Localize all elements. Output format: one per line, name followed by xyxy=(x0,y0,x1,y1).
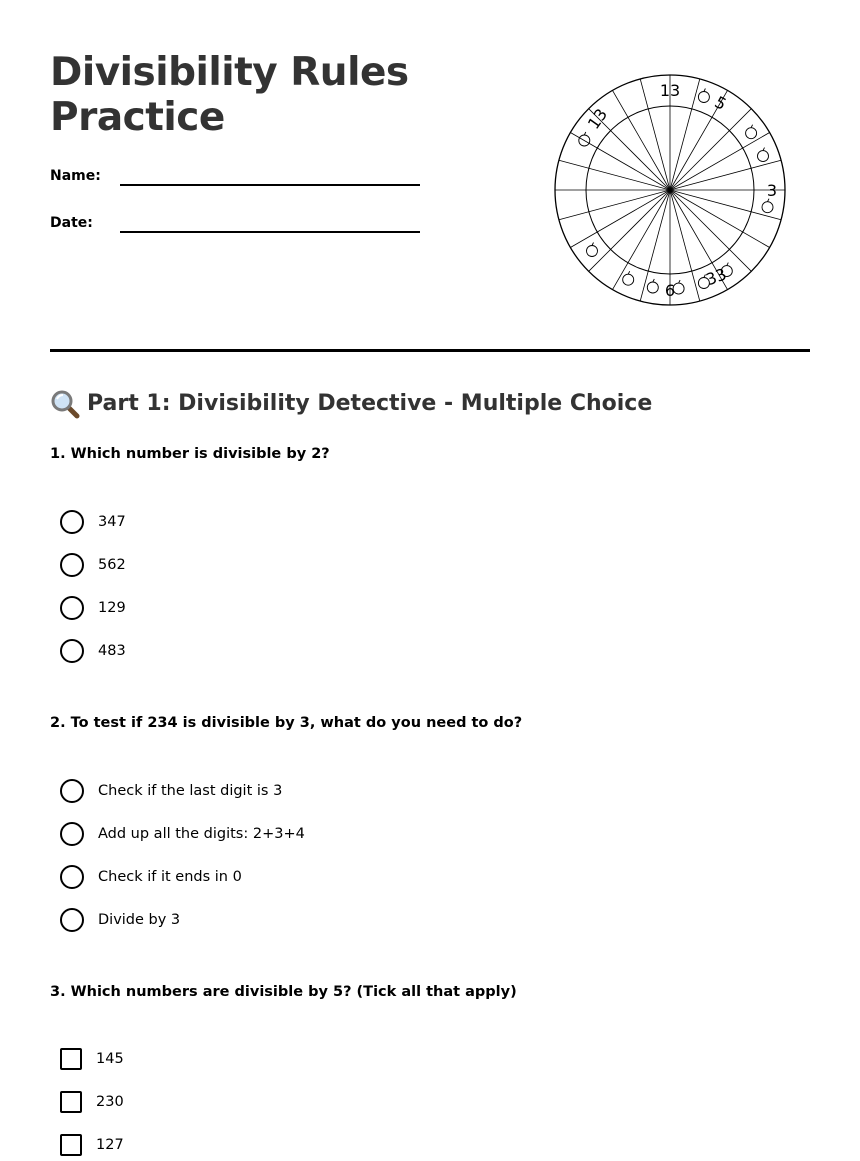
checkbox[interactable] xyxy=(60,1134,82,1156)
wheel-spoke xyxy=(670,190,770,248)
radio-button[interactable] xyxy=(60,865,84,889)
date-label: Date: xyxy=(50,215,93,231)
option-label: 230 xyxy=(96,1094,124,1110)
option-label: 483 xyxy=(98,643,126,659)
wheel-spoke xyxy=(613,190,671,290)
wheel-fruit-stem xyxy=(679,280,681,283)
q2-option-2[interactable] xyxy=(60,821,305,847)
q1-option-3[interactable] xyxy=(60,595,126,621)
wheel-fruit-icon xyxy=(623,274,634,285)
wheel-spoke xyxy=(670,190,751,271)
wheel-fruit-icon xyxy=(698,92,709,103)
wheel-spoke xyxy=(670,190,781,220)
q2-option-1[interactable] xyxy=(60,778,282,804)
option-label: 145 xyxy=(96,1051,124,1067)
name-line[interactable] xyxy=(120,184,420,186)
question-1: 1. Which number is divisible by 2? xyxy=(50,446,330,462)
wheel-fruit-stem xyxy=(727,263,729,266)
title-line-1: Divisibility Rules xyxy=(50,50,409,95)
wheel-number-bottom: 6 xyxy=(664,281,676,300)
wheel-fruit-icon xyxy=(647,282,658,293)
wheel-fruit-stem xyxy=(704,89,706,92)
date-line[interactable] xyxy=(120,231,420,233)
wheel-number-top: 13 xyxy=(659,81,681,100)
wheel-spoke xyxy=(670,160,781,190)
option-label: Divide by 3 xyxy=(98,912,181,928)
wheel-fruit-icon xyxy=(758,151,769,162)
question-2: 2. To test if 234 is divisible by 3, what do you need to do? xyxy=(50,715,523,731)
wheel-number-top-left: 13 xyxy=(583,105,612,133)
radio-button[interactable] xyxy=(60,779,84,803)
wheel-fruit-stem xyxy=(751,125,753,128)
number-wheel-image xyxy=(552,72,788,308)
radio-button[interactable] xyxy=(60,908,84,932)
wheel-fruit-stem xyxy=(763,148,765,151)
q3-option-2[interactable] xyxy=(60,1089,124,1115)
wheel-spoke xyxy=(613,90,671,190)
title-line-2: Practice xyxy=(50,95,225,140)
magnifying-glass-icon xyxy=(50,389,80,419)
q1-option-1[interactable] xyxy=(60,509,126,535)
wheel-spoke xyxy=(570,190,670,248)
option-label: 562 xyxy=(98,557,126,573)
option-label: Check if the last digit is 3 xyxy=(98,783,283,799)
option-label: Check if it ends in 0 xyxy=(98,869,242,885)
wheel-spoke xyxy=(570,133,670,191)
wheel-spoke xyxy=(559,160,670,190)
wheel-spoke xyxy=(559,190,670,220)
checkbox[interactable] xyxy=(60,1091,82,1113)
wheel-fruit-stem xyxy=(592,243,594,246)
worksheet-title xyxy=(50,50,409,140)
wheel-number-top-right: 5 xyxy=(711,92,730,114)
wheel-spoke xyxy=(670,109,751,190)
part1-title xyxy=(50,389,652,419)
q3-option-3[interactable] xyxy=(60,1132,124,1158)
radio-button[interactable] xyxy=(60,822,84,846)
name-label: Name: xyxy=(50,168,101,184)
radio-button[interactable] xyxy=(60,553,84,577)
checkbox[interactable] xyxy=(60,1048,82,1070)
q2-option-3[interactable] xyxy=(60,864,242,890)
part1-title-text: Part 1: Divisibility Detective - Multiple Choice xyxy=(87,391,653,416)
radio-button[interactable] xyxy=(60,639,84,663)
wheel-fruit-icon xyxy=(587,246,598,257)
wheel-fruit-stem xyxy=(653,279,655,282)
header-divider xyxy=(50,349,810,352)
wheel-spoke xyxy=(589,190,670,271)
q3-option-1[interactable] xyxy=(60,1046,124,1072)
wheel-fruit-icon xyxy=(746,128,757,139)
option-label: 129 xyxy=(98,600,126,616)
q2-option-4[interactable] xyxy=(60,907,180,933)
q1-option-4[interactable] xyxy=(60,638,126,664)
wheel-fruit-stem xyxy=(628,271,630,274)
wheel-spoke xyxy=(670,133,770,191)
radio-button[interactable] xyxy=(60,510,84,534)
wheel-fruit-stem xyxy=(584,132,586,135)
q1-option-2[interactable] xyxy=(60,552,126,578)
radio-button[interactable] xyxy=(60,596,84,620)
question-3: 3. Which numbers are divisible by 5? (Tick all that apply) xyxy=(50,984,517,1000)
option-label: 347 xyxy=(98,514,126,530)
wheel-number-right: 3 xyxy=(766,181,778,200)
wheel-fruit-icon xyxy=(762,202,773,213)
wheel-number-bottom-right: 33 xyxy=(703,264,729,290)
option-label: 127 xyxy=(96,1137,124,1153)
option-label: Add up all the digits: 2+3+4 xyxy=(98,826,305,842)
